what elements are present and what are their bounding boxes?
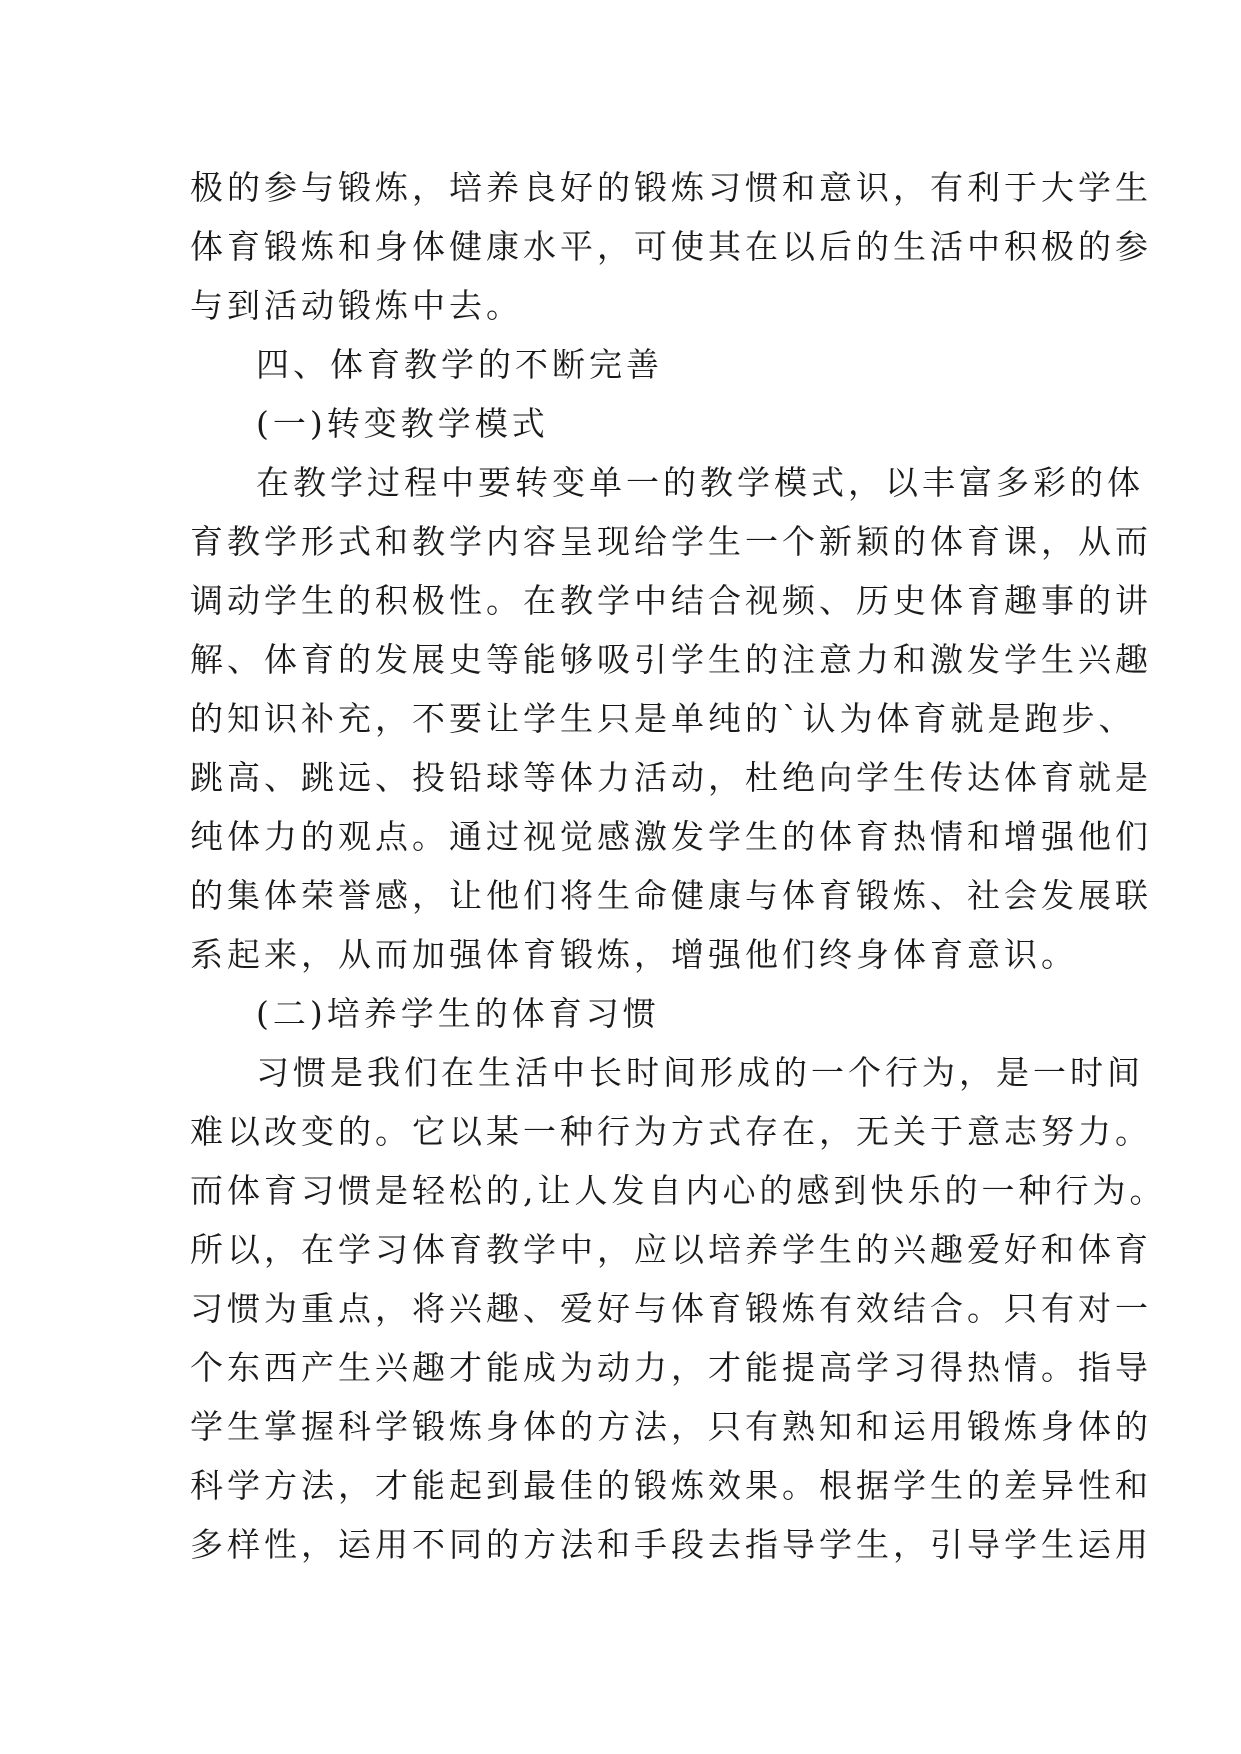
subsection-heading: (二)培养学生的体育习惯 [256, 994, 660, 1033]
text-line: 体育锻炼和身体健康水平，可使其在以后的生活中积极的参 [190, 227, 1152, 266]
text-line: 所以，在学习体育教学中，应以培养学生的兴趣爱好和体育 [190, 1230, 1152, 1269]
text-line: 调动学生的积极性。在教学中结合视频、历史体育趣事的讲 [190, 581, 1152, 620]
text-line: 习惯是我们在生活中长时间形成的一个行为，是一时间 [256, 1053, 1144, 1092]
text-line: 与到活动锻炼中去。 [190, 286, 523, 325]
text-line: 多样性，运用不同的方法和手段去指导学生，引导学生运用 [190, 1525, 1152, 1564]
text-line: 跳高、跳远、投铅球等体力活动，杜绝向学生传达体育就是 [190, 758, 1152, 797]
text-line: 育教学形式和教学内容呈现给学生一个新颖的体育课，从而 [190, 522, 1152, 561]
text-line: 难以改变的。它以某一种行为方式存在，无关于意志努力。 [190, 1112, 1152, 1151]
text-line: 科学方法，才能起到最佳的锻炼效果。根据学生的差异性和 [190, 1466, 1152, 1505]
text-line: 的集体荣誉感，让他们将生命健康与体育锻炼、社会发展联 [190, 876, 1152, 915]
text-line: 极的参与锻炼，培养良好的锻炼习惯和意识，有利于大学生 [190, 168, 1152, 207]
section-heading: 四、体育教学的不断完善 [256, 345, 663, 384]
text-line: 个东西产生兴趣才能成为动力，才能提高学习得热情。指导 [190, 1348, 1152, 1387]
subsection-heading: (一)转变教学模式 [256, 404, 549, 443]
text-line: 的知识补充，不要让学生只是单纯的`认为体育就是跑步、 [190, 699, 1136, 738]
text-line: 而体育习惯是轻松的,让人发自内心的感到快乐的一种行为。 [190, 1171, 1167, 1210]
body-text [190, 158, 1167, 1574]
text-line: 习惯为重点，将兴趣、爱好与体育锻炼有效结合。只有对一 [190, 1289, 1152, 1328]
text-line: 纯体力的观点。通过视觉感激发学生的体育热情和增强他们 [190, 817, 1152, 856]
text-line: 系起来，从而加强体育锻炼，增强他们终身体育意识。 [190, 935, 1078, 974]
text-line: 学生掌握科学锻炼身体的方法，只有熟知和运用锻炼身体的 [190, 1407, 1152, 1446]
text-line: 在教学过程中要转变单一的教学模式，以丰富多彩的体 [256, 463, 1144, 502]
text-line: 解、体育的发展史等能够吸引学生的注意力和激发学生兴趣 [190, 640, 1152, 679]
